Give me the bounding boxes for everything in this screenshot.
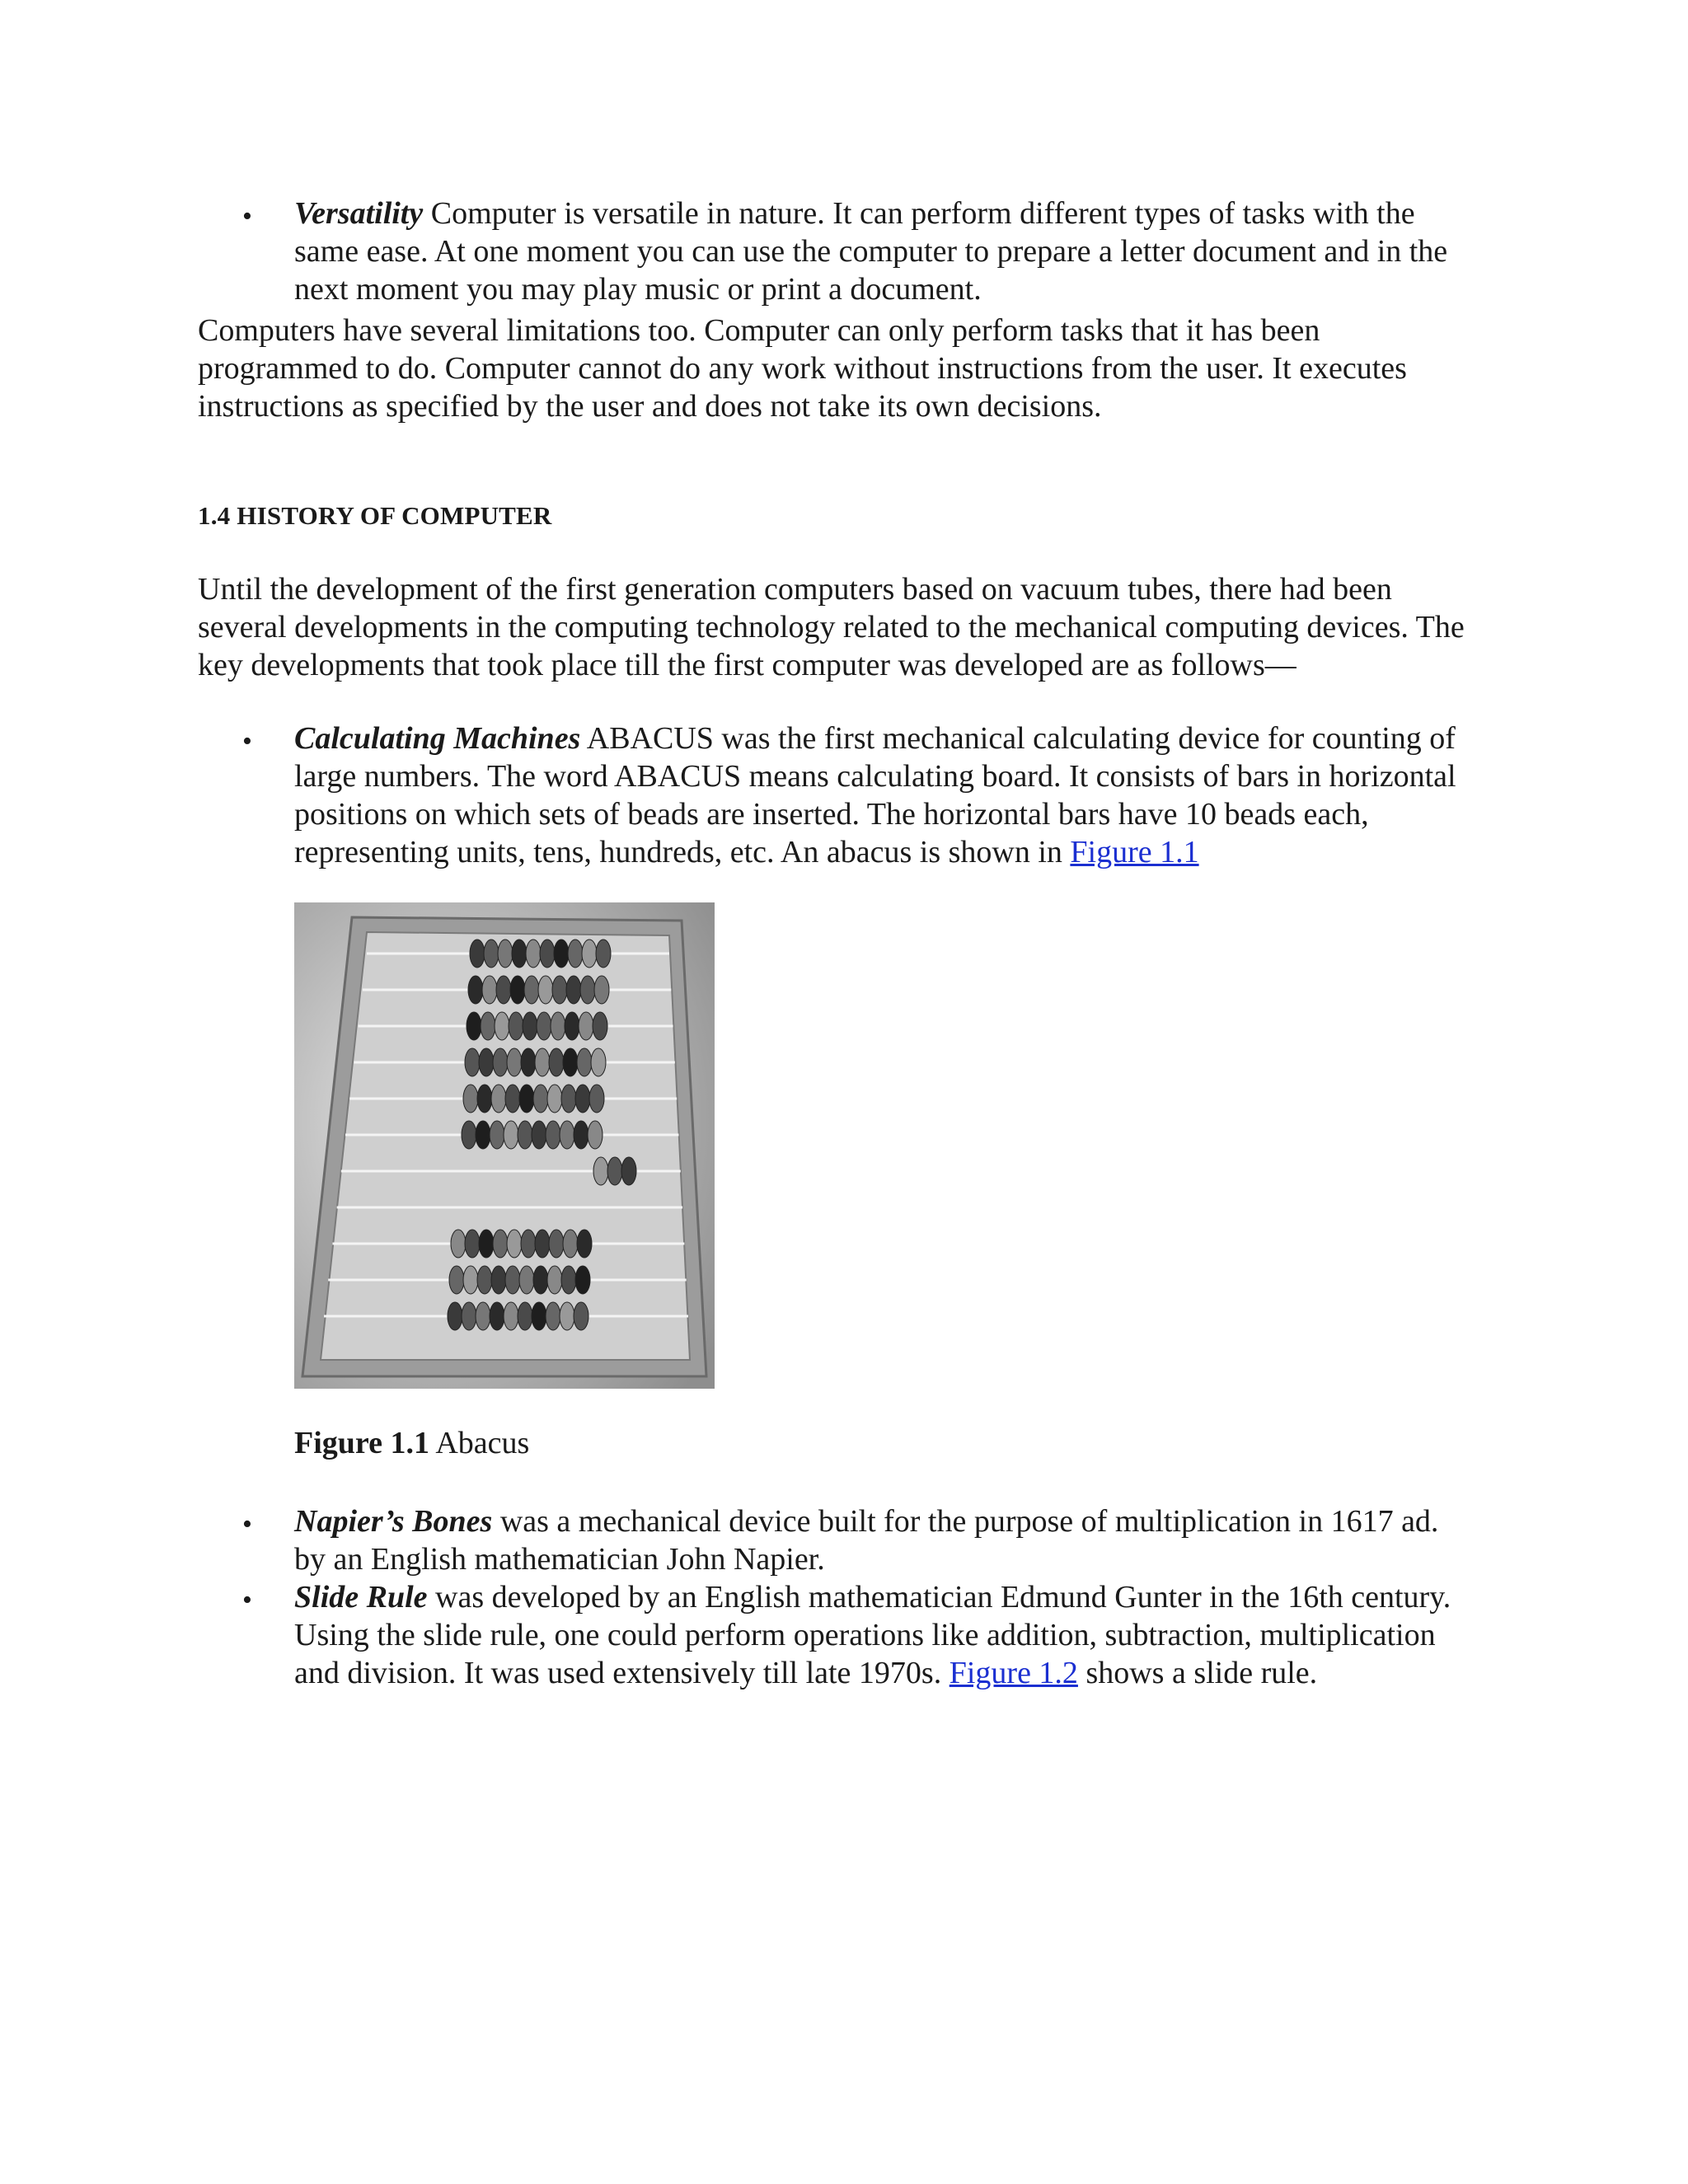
abacus-bead xyxy=(519,1085,534,1113)
abacus-bead xyxy=(565,1012,579,1040)
abacus-bead xyxy=(505,1266,520,1294)
abacus-bead xyxy=(532,1121,546,1149)
abacus-photo xyxy=(294,902,715,1389)
slide-rule-text-after: shows a slide rule. xyxy=(1077,1656,1318,1690)
abacus-bead xyxy=(593,1012,607,1040)
abacus-bead xyxy=(448,1302,462,1330)
abacus-bead xyxy=(493,1048,508,1076)
abacus-bead xyxy=(468,976,483,1004)
abacus-bead xyxy=(465,1048,480,1076)
abacus-bead xyxy=(463,1266,478,1294)
calculating-machines-text: ABACUS was the first mechanical calculating device for counting of large numbers. The word ABACUS means calculating board. It consists of bars in horizontal positions on which sets of beads are inserted. The horizontal bars have 10 beads each, representing units, tens, hundreds, etc. An abacus is shown in xyxy=(294,721,1456,869)
abacus-bead xyxy=(591,1048,606,1076)
figure-1-2-link[interactable]: Figure 1.2 xyxy=(949,1656,1078,1690)
abacus-bead xyxy=(477,1266,492,1294)
figure-1-1-link[interactable]: Figure 1.1 xyxy=(1070,835,1199,869)
list-item-calculating-machines xyxy=(294,719,1465,871)
abacus-bead xyxy=(580,976,595,1004)
abacus-bead xyxy=(574,1121,588,1149)
abacus-bead xyxy=(518,1302,532,1330)
abacus-bead xyxy=(577,1048,592,1076)
abacus-bead xyxy=(554,940,569,968)
abacus-bead xyxy=(504,1302,518,1330)
abacus-bead xyxy=(451,1230,466,1258)
abacus-bead xyxy=(594,976,609,1004)
abacus-bead xyxy=(505,1085,520,1113)
abacus-bead xyxy=(519,1266,534,1294)
figure-caption-text: Abacus xyxy=(429,1426,530,1460)
abacus-bead xyxy=(540,940,555,968)
abacus-bead xyxy=(523,1012,537,1040)
abacus-bead xyxy=(467,1012,481,1040)
versatility-text: Computer is versatile in nature. It can perform different types of tasks with the same ease. At one moment you can use the computer to prepare a letter document and in the next moment you may play music or print a document. xyxy=(294,196,1448,307)
abacus-bead xyxy=(524,976,539,1004)
abacus-bead xyxy=(582,940,597,968)
slide-rule-text: was developed by an English mathematician Edmund Gunter in the 16th century. Using the slide rule, one could perform operations like addition, subtraction, multiplication and division. It was used extensively till late 1970s. xyxy=(294,1580,1451,1690)
abacus-bead xyxy=(596,940,611,968)
abacus-bead xyxy=(551,1012,565,1040)
term-napiers-bones: Napier’s Bones xyxy=(294,1504,493,1539)
abacus-bead xyxy=(575,1085,590,1113)
abacus-bead xyxy=(498,940,513,968)
list-item-napiers-bones xyxy=(294,1502,1465,1578)
abacus-bead xyxy=(476,1121,490,1149)
abacus-bead xyxy=(463,1085,478,1113)
term-calculating-machines: Calculating Machines xyxy=(294,721,581,756)
abacus-bead xyxy=(577,1230,592,1258)
abacus-bead xyxy=(563,1048,578,1076)
abacus-bead xyxy=(470,940,485,968)
abacus-bead xyxy=(493,1230,508,1258)
figure-caption xyxy=(294,1424,529,1462)
abacus-bead xyxy=(535,1230,550,1258)
abacus-bead xyxy=(547,1085,562,1113)
abacus-bead xyxy=(507,1048,522,1076)
abacus-bead xyxy=(563,1230,578,1258)
abacus-bead xyxy=(491,1085,506,1113)
abacus-bead xyxy=(589,1085,604,1113)
abacus-bead xyxy=(560,1121,574,1149)
napiers-bones-text: was a mechanical device built for the purpose of multiplication in 1617 ad. by an English mathematician John Napier. xyxy=(294,1504,1439,1577)
abacus-bead xyxy=(561,1266,576,1294)
abacus-bead xyxy=(538,976,553,1004)
abacus-bead xyxy=(607,1157,622,1185)
abacus-bead xyxy=(481,1012,495,1040)
abacus-bead xyxy=(546,1302,560,1330)
term-slide-rule: Slide Rule xyxy=(294,1580,428,1615)
abacus-bead xyxy=(482,976,497,1004)
abacus-bead xyxy=(593,1157,608,1185)
abacus-bead xyxy=(449,1266,464,1294)
bullet-dot: • xyxy=(242,1509,252,1540)
abacus-bead xyxy=(532,1302,546,1330)
abacus-bead xyxy=(547,1266,562,1294)
abacus-bead xyxy=(566,976,581,1004)
bullet-dot: • xyxy=(242,201,252,232)
figure-label: Figure 1.1 xyxy=(294,1426,429,1460)
abacus-bead xyxy=(496,976,511,1004)
abacus-bead xyxy=(512,940,527,968)
abacus-bead xyxy=(552,976,567,1004)
abacus-bead xyxy=(462,1302,476,1330)
abacus-bead xyxy=(491,1266,506,1294)
abacus-bead xyxy=(479,1230,494,1258)
abacus-bead xyxy=(462,1121,476,1149)
bullet-dot: • xyxy=(242,726,252,757)
abacus-bead xyxy=(574,1302,588,1330)
abacus-bead xyxy=(479,1048,494,1076)
abacus-bead xyxy=(533,1266,548,1294)
list-item-slide-rule xyxy=(294,1578,1465,1692)
abacus-bead xyxy=(568,940,583,968)
abacus-bead xyxy=(495,1012,509,1040)
abacus-bead xyxy=(533,1085,548,1113)
abacus-bead xyxy=(484,940,499,968)
abacus-bead xyxy=(575,1266,590,1294)
abacus-bead xyxy=(537,1012,551,1040)
abacus-bead xyxy=(521,1048,536,1076)
abacus-bead xyxy=(477,1085,492,1113)
abacus-bead xyxy=(526,940,541,968)
abacus-bead xyxy=(561,1085,576,1113)
abacus-bead xyxy=(507,1230,522,1258)
abacus-bead xyxy=(549,1048,564,1076)
abacus-bead xyxy=(621,1157,636,1185)
list-item-versatility xyxy=(294,194,1473,308)
section-heading: 1.4 HISTORY OF COMPUTER xyxy=(198,501,552,530)
abacus-bead xyxy=(549,1230,564,1258)
abacus-bead xyxy=(465,1230,480,1258)
abacus-bead xyxy=(490,1121,504,1149)
history-intro-paragraph: Until the development of the first generation computers based on vacuum tubes, there had been several developments in the computing technology related to the mechanical computing devices. The key developments that took place till the first computer was developed are as follows— xyxy=(198,572,1465,682)
abacus-bead xyxy=(560,1302,574,1330)
abacus-bead xyxy=(490,1302,504,1330)
abacus-bead xyxy=(476,1302,490,1330)
abacus-bead xyxy=(509,1012,523,1040)
abacus-bead xyxy=(504,1121,518,1149)
limitations-paragraph: Computers have several limitations too. Computer can only perform tasks that it has been programmed to do. Computer cannot do any work without instructions from the user. It executes instructions as specified by the user and does not take its own decisions. xyxy=(198,313,1407,424)
abacus-bead xyxy=(588,1121,603,1149)
term-versatility: Versatility xyxy=(294,196,424,231)
abacus-bead xyxy=(546,1121,560,1149)
abacus-bead xyxy=(521,1230,536,1258)
bullet-dot: • xyxy=(242,1585,252,1615)
abacus-bead xyxy=(579,1012,593,1040)
abacus-bead xyxy=(535,1048,550,1076)
abacus-bead xyxy=(510,976,525,1004)
abacus-bead xyxy=(518,1121,532,1149)
